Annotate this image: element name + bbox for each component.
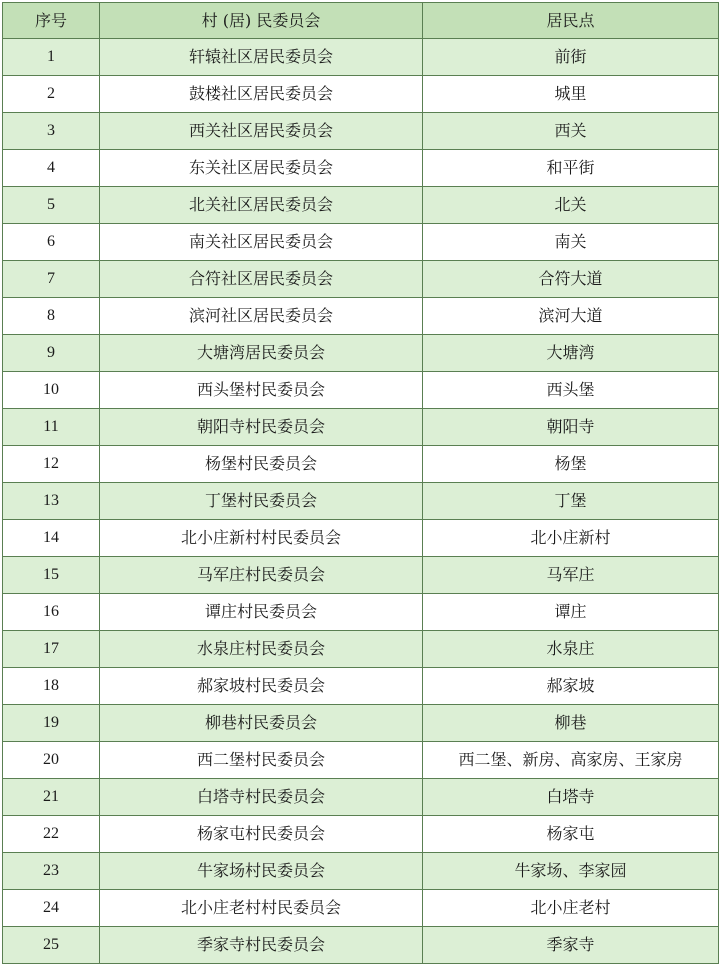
cell-committee: 柳巷村民委员会	[100, 705, 423, 742]
cell-serial-number: 18	[3, 668, 100, 705]
table-row	[3, 76, 719, 113]
cell-serial-number: 12	[3, 446, 100, 483]
cell-committee: 北关社区居民委员会	[100, 187, 423, 224]
cell-committee: 杨堡村民委员会	[100, 446, 423, 483]
cell-committee: 北小庄新村村民委员会	[100, 520, 423, 557]
cell-committee: 白塔寺村民委员会	[100, 779, 423, 816]
cell-settlement: 白塔寺	[423, 779, 719, 816]
cell-settlement: 北小庄老村	[423, 890, 719, 927]
table-body	[3, 39, 719, 964]
table-row	[3, 372, 719, 409]
cell-serial-number: 23	[3, 853, 100, 890]
cell-committee: 马军庄村民委员会	[100, 557, 423, 594]
cell-settlement: 西二堡、新房、高家房、王家房	[423, 742, 719, 779]
cell-serial-number: 15	[3, 557, 100, 594]
cell-serial-number: 8	[3, 298, 100, 335]
cell-serial-number: 24	[3, 890, 100, 927]
cell-settlement: 和平街	[423, 150, 719, 187]
cell-serial-number: 14	[3, 520, 100, 557]
cell-settlement: 合符大道	[423, 261, 719, 298]
table-row	[3, 520, 719, 557]
cell-serial-number: 10	[3, 372, 100, 409]
cell-settlement: 马军庄	[423, 557, 719, 594]
cell-committee: 郝家坡村民委员会	[100, 668, 423, 705]
cell-settlement: 北小庄新村	[423, 520, 719, 557]
cell-committee: 西关社区居民委员会	[100, 113, 423, 150]
cell-settlement: 西关	[423, 113, 719, 150]
cell-settlement: 大塘湾	[423, 335, 719, 372]
cell-serial-number: 20	[3, 742, 100, 779]
table-row	[3, 261, 719, 298]
cell-serial-number: 1	[3, 39, 100, 76]
table-row	[3, 742, 719, 779]
cell-settlement: 滨河大道	[423, 298, 719, 335]
header-committee: 村 (居) 民委员会	[100, 3, 423, 39]
table-row	[3, 113, 719, 150]
cell-serial-number: 9	[3, 335, 100, 372]
table-row	[3, 705, 719, 742]
table-row	[3, 816, 719, 853]
table-header	[3, 3, 719, 39]
cell-settlement: 杨堡	[423, 446, 719, 483]
table-row	[3, 853, 719, 890]
cell-settlement: 朝阳寺	[423, 409, 719, 446]
committee-table-container	[2, 2, 718, 964]
cell-settlement: 城里	[423, 76, 719, 113]
cell-settlement: 丁堡	[423, 483, 719, 520]
table-row	[3, 557, 719, 594]
table-row	[3, 298, 719, 335]
cell-committee: 合符社区居民委员会	[100, 261, 423, 298]
table-row	[3, 594, 719, 631]
cell-settlement: 南关	[423, 224, 719, 261]
cell-serial-number: 3	[3, 113, 100, 150]
cell-settlement: 谭庄	[423, 594, 719, 631]
cell-committee: 南关社区居民委员会	[100, 224, 423, 261]
cell-committee: 水泉庄村民委员会	[100, 631, 423, 668]
cell-serial-number: 22	[3, 816, 100, 853]
cell-serial-number: 25	[3, 927, 100, 964]
table-row	[3, 446, 719, 483]
table-row	[3, 668, 719, 705]
table-row	[3, 890, 719, 927]
cell-committee: 滨河社区居民委员会	[100, 298, 423, 335]
cell-committee: 谭庄村民委员会	[100, 594, 423, 631]
cell-committee: 西头堡村民委员会	[100, 372, 423, 409]
cell-settlement: 杨家屯	[423, 816, 719, 853]
table-row	[3, 779, 719, 816]
cell-committee: 杨家屯村民委员会	[100, 816, 423, 853]
cell-serial-number: 11	[3, 409, 100, 446]
cell-settlement: 郝家坡	[423, 668, 719, 705]
table-row	[3, 187, 719, 224]
cell-committee: 朝阳寺村民委员会	[100, 409, 423, 446]
table-row	[3, 409, 719, 446]
table-row	[3, 150, 719, 187]
cell-committee: 鼓楼社区居民委员会	[100, 76, 423, 113]
table-row	[3, 631, 719, 668]
cell-settlement: 牛家场、李家园	[423, 853, 719, 890]
cell-settlement: 水泉庄	[423, 631, 719, 668]
cell-serial-number: 19	[3, 705, 100, 742]
cell-serial-number: 21	[3, 779, 100, 816]
table-row	[3, 224, 719, 261]
cell-settlement: 西头堡	[423, 372, 719, 409]
cell-committee: 东关社区居民委员会	[100, 150, 423, 187]
committee-table	[2, 2, 719, 964]
cell-serial-number: 4	[3, 150, 100, 187]
cell-serial-number: 16	[3, 594, 100, 631]
header-settlement: 居民点	[423, 3, 719, 39]
cell-serial-number: 2	[3, 76, 100, 113]
cell-serial-number: 6	[3, 224, 100, 261]
cell-settlement: 北关	[423, 187, 719, 224]
cell-committee: 轩辕社区居民委员会	[100, 39, 423, 76]
cell-settlement: 柳巷	[423, 705, 719, 742]
cell-settlement: 季家寺	[423, 927, 719, 964]
header-row	[3, 3, 719, 39]
cell-serial-number: 17	[3, 631, 100, 668]
cell-settlement: 前街	[423, 39, 719, 76]
cell-serial-number: 7	[3, 261, 100, 298]
cell-committee: 牛家场村民委员会	[100, 853, 423, 890]
table-row	[3, 335, 719, 372]
cell-serial-number: 13	[3, 483, 100, 520]
cell-committee: 西二堡村民委员会	[100, 742, 423, 779]
cell-committee: 季家寺村民委员会	[100, 927, 423, 964]
table-row	[3, 483, 719, 520]
cell-serial-number: 5	[3, 187, 100, 224]
header-serial-number: 序号	[3, 3, 100, 39]
cell-committee: 北小庄老村村民委员会	[100, 890, 423, 927]
table-row	[3, 39, 719, 76]
cell-committee: 大塘湾居民委员会	[100, 335, 423, 372]
cell-committee: 丁堡村民委员会	[100, 483, 423, 520]
table-row	[3, 927, 719, 964]
